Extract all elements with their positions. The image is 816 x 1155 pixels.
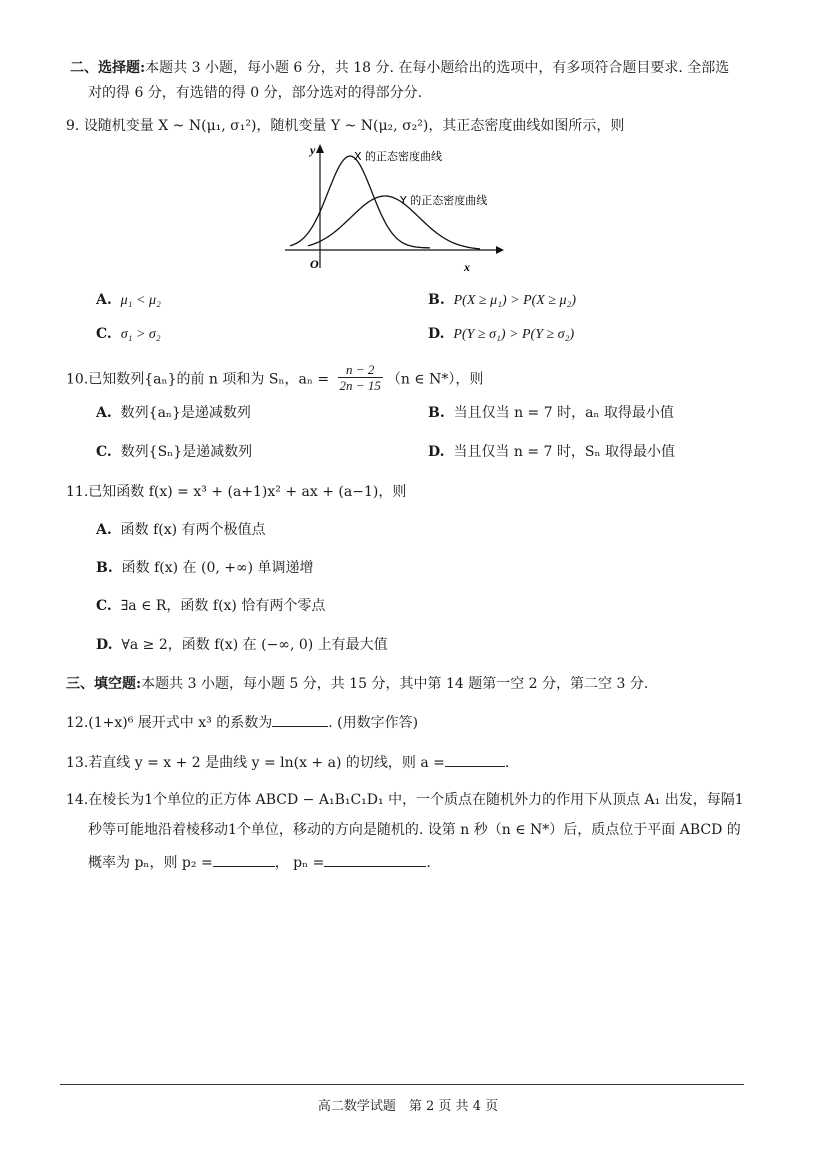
q14-line3-pre: 概率为 pₙ，则 p₂ = (88, 855, 213, 871)
q10-option-c-text: 数列{Sₙ}是递减数列 (120, 444, 253, 460)
q14-line2: 秒等可能地沿着棱移动1个单位，移动的方向是随机的. 设第 n 秒（n ∈ N*）后，质点位于平面 ABCD 的 (88, 822, 741, 838)
q9-option-d[interactable] (428, 324, 574, 345)
normal-density-figure (280, 140, 510, 280)
section2-text-line1: 本题共 3 小题，每小题 6 分，共 18 分. 在每小题给出的选项中，有多项符合题目要求. 全部选 (145, 60, 730, 76)
x-axis-arrow (496, 246, 504, 254)
q9-option-a[interactable] (96, 290, 161, 311)
page-footer: 高二数学试题 第 2 页 共 4 页 (317, 1099, 499, 1114)
q13-line (66, 750, 509, 773)
origin-label: O (310, 257, 319, 271)
q11-option-a-text: 函数 f(x) 有两个极值点 (120, 522, 266, 538)
q11-option-d[interactable] (96, 635, 388, 655)
q14-answer-blank-1[interactable] (213, 850, 275, 867)
q11-option-c-text: ∃a ∈ R，函数 f(x) 恰有两个零点 (120, 598, 326, 614)
q10-option-a-text: 数列{aₙ}是递减数列 (120, 405, 251, 421)
q13-answer-blank[interactable] (445, 750, 505, 767)
q10-option-c-label: C. (96, 444, 112, 460)
q14-line3-post: . (426, 855, 431, 871)
q10-option-d[interactable] (428, 442, 675, 462)
q14-line1 (66, 790, 744, 810)
q9-stem-line (66, 116, 624, 136)
q10-option-c[interactable] (96, 442, 252, 462)
q10-option-d-label: D. (428, 444, 445, 460)
curve-y-label: Y 的正态密度曲线 (400, 194, 488, 207)
q10-option-b-label: B. (428, 405, 445, 421)
q11-option-a[interactable] (96, 520, 266, 540)
q12-number: 12. (66, 715, 89, 731)
q9-option-c[interactable] (96, 324, 161, 345)
q9-option-c-text: σ₁ > σ₂ (120, 327, 161, 342)
q11-option-b-text: 函数 f(x) 在 (0, +∞) 单调递增 (121, 560, 314, 576)
q10-option-a[interactable] (96, 403, 251, 423)
q9-option-d-text: P(Y ≥ σ₁) > P(Y ≥ σ₂) (453, 327, 575, 342)
q12-stem-pre: (1+x)⁶ 展开式中 x³ 的系数为 (88, 715, 273, 731)
q11-option-d-label: D. (96, 637, 113, 653)
q13-stem-pre: 若直线 y = x + 2 是曲线 y = ln(x + a) 的切线，则 a = (88, 755, 445, 771)
q10-option-d-text: 当且仅当 n = 7 时，Sₙ 取得最小值 (453, 444, 675, 460)
q11-stem: 已知函数 f(x) = x³ + (a+1)x² + ax + (a−1)，则 (88, 484, 407, 500)
q9-option-c-label: C. (96, 326, 112, 342)
section3-line (66, 674, 648, 694)
section2-line2: 对的得 6 分，有选错的得 0 分，部分选对的得部分分. (88, 85, 423, 101)
q9-option-b[interactable] (428, 290, 576, 311)
q9-option-a-text: μ₁ < μ₂ (120, 293, 161, 308)
q11-option-c-label: C. (96, 598, 112, 614)
q11-option-c[interactable] (96, 596, 325, 616)
q14-number: 14. (66, 792, 89, 808)
curve-x-label: X 的正态密度曲线 (354, 150, 443, 163)
q10-fraction-numerator: n − 2 (338, 362, 383, 378)
q9-option-b-label: B. (428, 292, 445, 308)
q13-number: 13. (66, 755, 89, 771)
q10-stem-post: （n ∈ N*），则 (386, 371, 484, 388)
q9-stem: 设随机变量 X ~ N(μ₁, σ₁²)，随机变量 Y ~ N(μ₂, σ₂²)，其正态密度曲线如图所示，则 (83, 118, 625, 134)
section3-heading: 三、填空题: (66, 676, 142, 692)
q14-line1-text: 在棱长为1个单位的正方体 ABCD − A₁B₁C₁D₁ 中，一个质点在随机外力的作用下从顶点 A₁ 出发，每隔1 (88, 792, 744, 808)
q11-number: 11. (66, 484, 89, 500)
q11-option-b-label: B. (96, 560, 113, 576)
q12-line (66, 710, 418, 733)
q10-stem-line (66, 362, 484, 393)
q10-fraction (338, 362, 383, 393)
q14-answer-blank-2[interactable] (324, 850, 426, 867)
footer-rule (60, 1084, 744, 1085)
q11-stem-line (66, 482, 406, 502)
q10-option-b-text: 当且仅当 n = 7 时，aₙ 取得最小值 (453, 405, 674, 421)
q12-answer-blank[interactable] (272, 710, 328, 727)
q11-option-b[interactable] (96, 558, 314, 578)
q9-number: 9. (66, 118, 80, 134)
section2-line1 (70, 58, 729, 78)
section2-heading: 二、选择题: (70, 60, 146, 76)
q13-stem-post: . (504, 755, 510, 771)
x-axis-label: x (464, 260, 470, 274)
q11-option-a-label: A. (96, 522, 112, 538)
section3-text: 本题共 3 小题，每小题 5 分，共 15 分，其中第 14 题第一空 2 分，第二空 3 分. (141, 676, 649, 692)
q10-number: 10. (66, 371, 89, 388)
q10-stem-pre: 已知数列{aₙ}的前 n 项和为 Sₙ，aₙ = (88, 371, 330, 388)
q14-line3 (88, 850, 431, 873)
y-axis-label: y (310, 143, 316, 157)
q14-line3-mid: ， pₙ = (274, 855, 325, 871)
y-axis-arrow (316, 144, 324, 153)
q11-option-d-text: ∀a ≥ 2，函数 f(x) 在 (−∞, 0) 上有最大值 (121, 637, 388, 653)
q12-stem-post: . (用数字作答) (328, 715, 419, 731)
q10-fraction-denominator: 2n − 15 (339, 378, 381, 393)
q10-option-a-label: A. (96, 405, 112, 421)
q9-option-a-label: A. (96, 292, 112, 308)
q9-option-d-label: D. (428, 326, 445, 342)
q10-option-b[interactable] (428, 403, 674, 423)
q9-option-b-text: P(X ≥ μ₁) > P(X ≥ μ₂) (453, 293, 577, 308)
